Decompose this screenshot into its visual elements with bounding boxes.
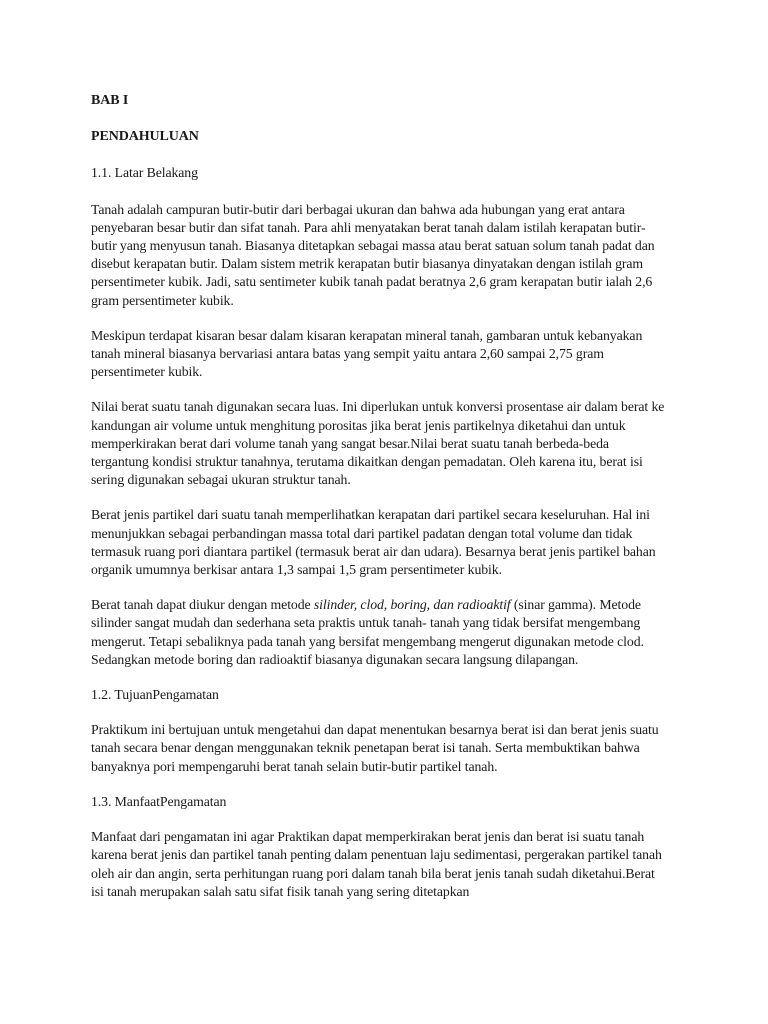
methods-text-after: (sinar gamma). Metode silinder sangat mudah dan sederhana seta praktis untuk tanah- tanah yang tidak bersifat mengembang mengerut. Tetapi sebaliknya pada tanah yang bersifat mengembang mengerut digunakan metode clod. Sedangkan metode boring dan radioaktif biasanya digunakan secara langsung dilapangan. <box>91 597 644 667</box>
section-heading-tujuan: 1.2. TujuanPengamatan <box>91 687 219 703</box>
methods-text-before: Berat tanah dapat diukur dengan metode <box>91 597 314 613</box>
paragraph-manfaat: Manfaat dari pengamatan ini agar Praktikan dapat memperkirakan berat jenis dan berat isi suatu tanah karena berat jenis dan partikel tanah penting dalam penentuan laju sedimentasi, pergerakan partikel tanah oleh air dan angin, serta perhitungan ruang pori dalam tanah bila berat jenis tanah sudah diketahui.Berat isi tanah merupakan salah satu sifat fisik tanah yang sering ditetapkan <box>91 829 662 899</box>
chapter-title: PENDAHULUAN <box>91 129 199 145</box>
paragraph-kerapatan-butir: Tanah adalah campuran butir-butir dari berbagai ukuran dan bahwa ada hubungan yang erat antara penyebaran besar butir dan sifat tanah. Para ahli menyatakan berat tanah dalam istilah kerapatan butir-butir yang menyusun tanah. Biasanya ditetapkan sebagai massa atau berat satuan solum tanah padat dan disebut kerapatan butir. Dalam sistem metrik kerapatan butir biasanya dinyatakan dengan istilah gram persentimeter kubik. Jadi, satu sentimeter kubik tanah padat beratnya 2,6 gram kerapatan butir ialah 2,6 gram persentimeter kubik. <box>91 201 655 308</box>
paragraph-tujuan: Praktikum ini bertujuan untuk mengetahui dan dapat menentukan besarnya berat isi dan berat jenis suatu tanah secara benar dengan menggunakan teknik penetapan berat isi tanah. Serta membuktikan bahwa banyaknya pori mempengaruhi berat tanah selain butir-butir partikel tanah. <box>91 722 659 774</box>
paragraph-berat-jenis-partikel: Berat jenis partikel dari suatu tanah memperlihatkan kerapatan dari partikel secara keseluruhan. Hal ini menunjukkan sebagai perbandingan massa total dari partikel padatan dengan total volume dan tidak termasuk ruang pori diantara partikel (termasuk berat air dan udara). Besarnya berat jenis partikel bahan organik umumnya berkisar antara 1,3 sampai 1,5 gram persentimeter kubik. <box>91 507 656 578</box>
section-heading-manfaat: 1.3. ManfaatPengamatan <box>91 793 227 809</box>
chapter-heading: BAB I <box>91 93 129 108</box>
paragraph-nilai-berat: Nilai berat suatu tanah digunakan secara luas. Ini diperlukan untuk konversi prosentase air dalam berat ke kandungan air volume untuk menghitung porositas jika berat jenis partikelnya diketahui dan untuk memperkirakan berat dari volume tanah yang sangat besar.Nilai berat suatu tanah berbeda-beda tergantung kondisi struktur tanahnya, terutama dikaitkan dengan pemadatan. Oleh karena itu, berat isi sering digunakan sebagai ukuran struktur tanah. <box>91 399 665 488</box>
methods-italic-list: silinder, clod, boring, dan radioaktif <box>313 597 511 613</box>
paragraph-metode-pengukuran <box>91 596 668 669</box>
section-heading-latar-belakang: 1.1. Latar Belakang <box>91 165 198 181</box>
paragraph-kisaran-kerapatan: Meskipun terdapat kisaran besar dalam kisaran kerapatan mineral tanah, gambaran untuk kebanyakan tanah mineral biasanya bervariasi antara batas yang sempit yaitu antara 2,60 sampai 2,75 gram persentimeter kubik. <box>91 327 643 380</box>
